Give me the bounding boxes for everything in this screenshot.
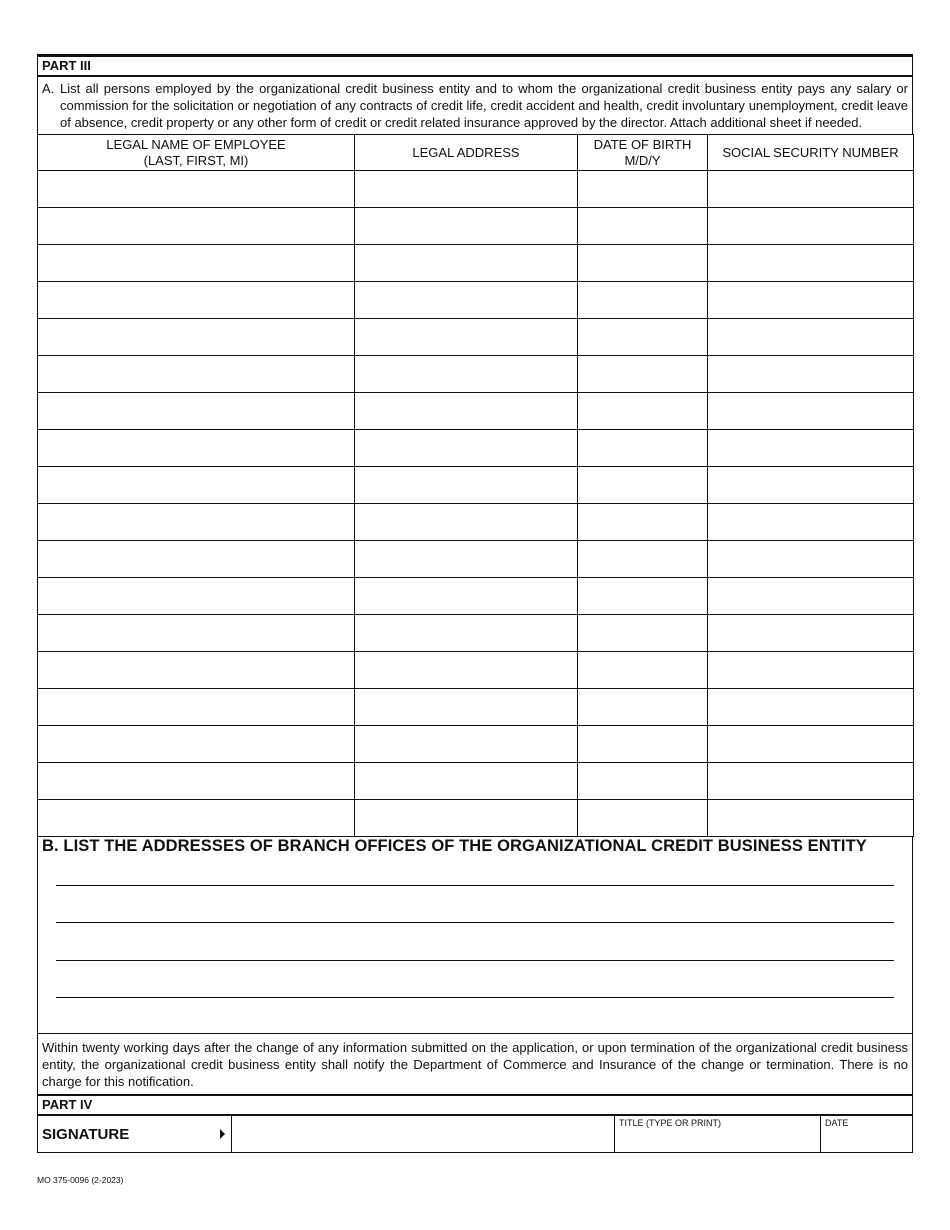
table-row	[38, 652, 914, 689]
table-row	[38, 393, 914, 430]
legal-address-cell[interactable]	[355, 615, 578, 652]
legal-name-cell[interactable]	[38, 800, 355, 837]
title-field[interactable]	[615, 1116, 821, 1152]
date-of-birth-cell[interactable]	[578, 245, 708, 282]
legal-name-cell[interactable]	[38, 393, 355, 430]
signature-field[interactable]	[232, 1116, 615, 1152]
section-b	[37, 837, 913, 1034]
branch-address-line-2[interactable]	[56, 922, 894, 923]
date-of-birth-cell[interactable]	[578, 356, 708, 393]
date-of-birth-cell[interactable]	[578, 430, 708, 467]
legal-address-cell[interactable]	[355, 689, 578, 726]
legal-address-cell[interactable]	[355, 578, 578, 615]
ssn-cell[interactable]	[708, 763, 914, 800]
legal-address-cell[interactable]	[355, 652, 578, 689]
legal-address-cell[interactable]	[355, 430, 578, 467]
table-row	[38, 282, 914, 319]
legal-name-cell[interactable]	[38, 541, 355, 578]
col-header-dob-line2: M/D/Y	[624, 152, 661, 168]
legal-name-cell[interactable]	[38, 726, 355, 763]
legal-name-cell[interactable]	[38, 578, 355, 615]
date-of-birth-cell[interactable]	[578, 208, 708, 245]
table-row	[38, 430, 914, 467]
branch-address-line-3[interactable]	[56, 960, 894, 961]
ssn-cell[interactable]	[708, 245, 914, 282]
branch-address-line-4[interactable]	[56, 997, 894, 998]
legal-name-cell[interactable]	[38, 282, 355, 319]
table-row	[38, 689, 914, 726]
col-header-legal-name-line2: (LAST, FIRST, MI)	[143, 152, 249, 168]
col-header-dob-line1: DATE OF BIRTH	[593, 136, 692, 152]
legal-address-cell[interactable]	[355, 800, 578, 837]
date-of-birth-cell[interactable]	[578, 282, 708, 319]
table-row	[38, 615, 914, 652]
ssn-cell[interactable]	[708, 726, 914, 763]
table-row	[38, 245, 914, 282]
legal-address-cell[interactable]	[355, 504, 578, 541]
ssn-cell[interactable]	[708, 800, 914, 837]
arrow-right-icon	[220, 1129, 225, 1139]
legal-name-cell[interactable]	[38, 615, 355, 652]
legal-address-cell[interactable]	[355, 726, 578, 763]
ssn-cell[interactable]	[708, 171, 914, 208]
legal-name-cell[interactable]	[38, 689, 355, 726]
ssn-cell[interactable]	[708, 689, 914, 726]
date-of-birth-cell[interactable]	[578, 171, 708, 208]
date-of-birth-cell[interactable]	[578, 504, 708, 541]
date-of-birth-cell[interactable]	[578, 393, 708, 430]
date-of-birth-cell[interactable]	[578, 726, 708, 763]
col-header-legal-address: LEGAL ADDRESS	[355, 135, 578, 171]
table-row	[38, 504, 914, 541]
date-of-birth-cell[interactable]	[578, 800, 708, 837]
legal-address-cell[interactable]	[355, 319, 578, 356]
date-of-birth-cell[interactable]	[578, 467, 708, 504]
employee-table	[37, 134, 914, 837]
col-header-legal-name	[38, 135, 355, 171]
ssn-cell[interactable]	[708, 430, 914, 467]
instruction-text: List all persons employed by the organizational credit business entity and to whom the organizational credit business entity pays any salary or commission for the solicitation or negotiation of any contracts of credit life, credit accident and health, credit involuntary unemployment, credit leave of absence, credit property or any other form of credit or credit related insurance approved by the director. Attach additional sheet if needed.	[60, 81, 908, 130]
legal-name-cell[interactable]	[38, 319, 355, 356]
legal-name-cell[interactable]	[38, 504, 355, 541]
date-of-birth-cell[interactable]	[578, 578, 708, 615]
signature-row	[37, 1116, 913, 1153]
date-of-birth-cell[interactable]	[578, 615, 708, 652]
table-row	[38, 319, 914, 356]
ssn-cell[interactable]	[708, 393, 914, 430]
table-row	[38, 726, 914, 763]
ssn-cell[interactable]	[708, 504, 914, 541]
signature-label-cell	[38, 1116, 232, 1152]
employee-table-body	[38, 171, 914, 837]
legal-name-cell[interactable]	[38, 356, 355, 393]
legal-address-cell[interactable]	[355, 763, 578, 800]
table-row	[38, 356, 914, 393]
ssn-cell[interactable]	[708, 319, 914, 356]
ssn-cell[interactable]	[708, 467, 914, 504]
date-of-birth-cell[interactable]	[578, 319, 708, 356]
col-header-ssn: SOCIAL SECURITY NUMBER	[708, 135, 914, 171]
legal-address-cell[interactable]	[355, 245, 578, 282]
legal-name-cell[interactable]	[38, 245, 355, 282]
table-row	[38, 467, 914, 504]
part-iv-heading: PART IV	[37, 1096, 913, 1116]
ssn-cell[interactable]	[708, 541, 914, 578]
ssn-cell[interactable]	[708, 282, 914, 319]
part-iii-heading: PART III	[37, 57, 913, 77]
table-row	[38, 208, 914, 245]
legal-name-cell[interactable]	[38, 467, 355, 504]
part-iii-instruction	[37, 77, 913, 134]
ssn-cell[interactable]	[708, 208, 914, 245]
legal-address-cell[interactable]	[355, 356, 578, 393]
date-of-birth-cell[interactable]	[578, 763, 708, 800]
legal-address-cell[interactable]	[355, 393, 578, 430]
ssn-cell[interactable]	[708, 578, 914, 615]
legal-name-cell[interactable]	[38, 208, 355, 245]
form-code: MO 375-0096 (2-2023)	[37, 1175, 124, 1185]
legal-name-cell[interactable]	[38, 171, 355, 208]
change-notice: Within twenty working days after the change of any information submitted on the application, or upon termination of the organizational credit business entity, the organizational credit business entity shall notify the Department of Commerce and Insurance of the change or termination. There is no charge for this notification.	[37, 1034, 913, 1096]
table-row	[38, 763, 914, 800]
table-row	[38, 541, 914, 578]
legal-address-cell[interactable]	[355, 282, 578, 319]
date-label: DATE	[825, 1118, 849, 1128]
table-row	[38, 578, 914, 615]
ssn-cell[interactable]	[708, 356, 914, 393]
legal-name-cell[interactable]	[38, 763, 355, 800]
date-of-birth-cell[interactable]	[578, 541, 708, 578]
legal-address-cell[interactable]	[355, 541, 578, 578]
table-row	[38, 171, 914, 208]
legal-address-cell[interactable]	[355, 208, 578, 245]
branch-address-line-1[interactable]	[56, 885, 894, 886]
table-row	[38, 800, 914, 837]
legal-address-cell[interactable]	[355, 171, 578, 208]
date-field[interactable]	[821, 1116, 912, 1152]
legal-address-cell[interactable]	[355, 467, 578, 504]
instruction-letter: A.	[42, 81, 55, 96]
legal-name-cell[interactable]	[38, 652, 355, 689]
title-label: TITLE (TYPE OR PRINT)	[619, 1118, 722, 1128]
employee-table-header	[38, 135, 914, 171]
ssn-cell[interactable]	[708, 652, 914, 689]
date-of-birth-cell[interactable]	[578, 652, 708, 689]
form-page	[37, 54, 913, 1153]
section-b-title: B. LIST THE ADDRESSES OF BRANCH OFFICES OF THE ORGANIZATIONAL CREDIT BUSINESS ENTITY	[42, 837, 867, 855]
legal-name-cell[interactable]	[38, 430, 355, 467]
signature-label: SIGNATURE	[42, 1125, 130, 1143]
col-header-legal-name-line1: LEGAL NAME OF EMPLOYEE	[106, 136, 286, 152]
ssn-cell[interactable]	[708, 615, 914, 652]
col-header-date-of-birth	[578, 135, 708, 171]
date-of-birth-cell[interactable]	[578, 689, 708, 726]
